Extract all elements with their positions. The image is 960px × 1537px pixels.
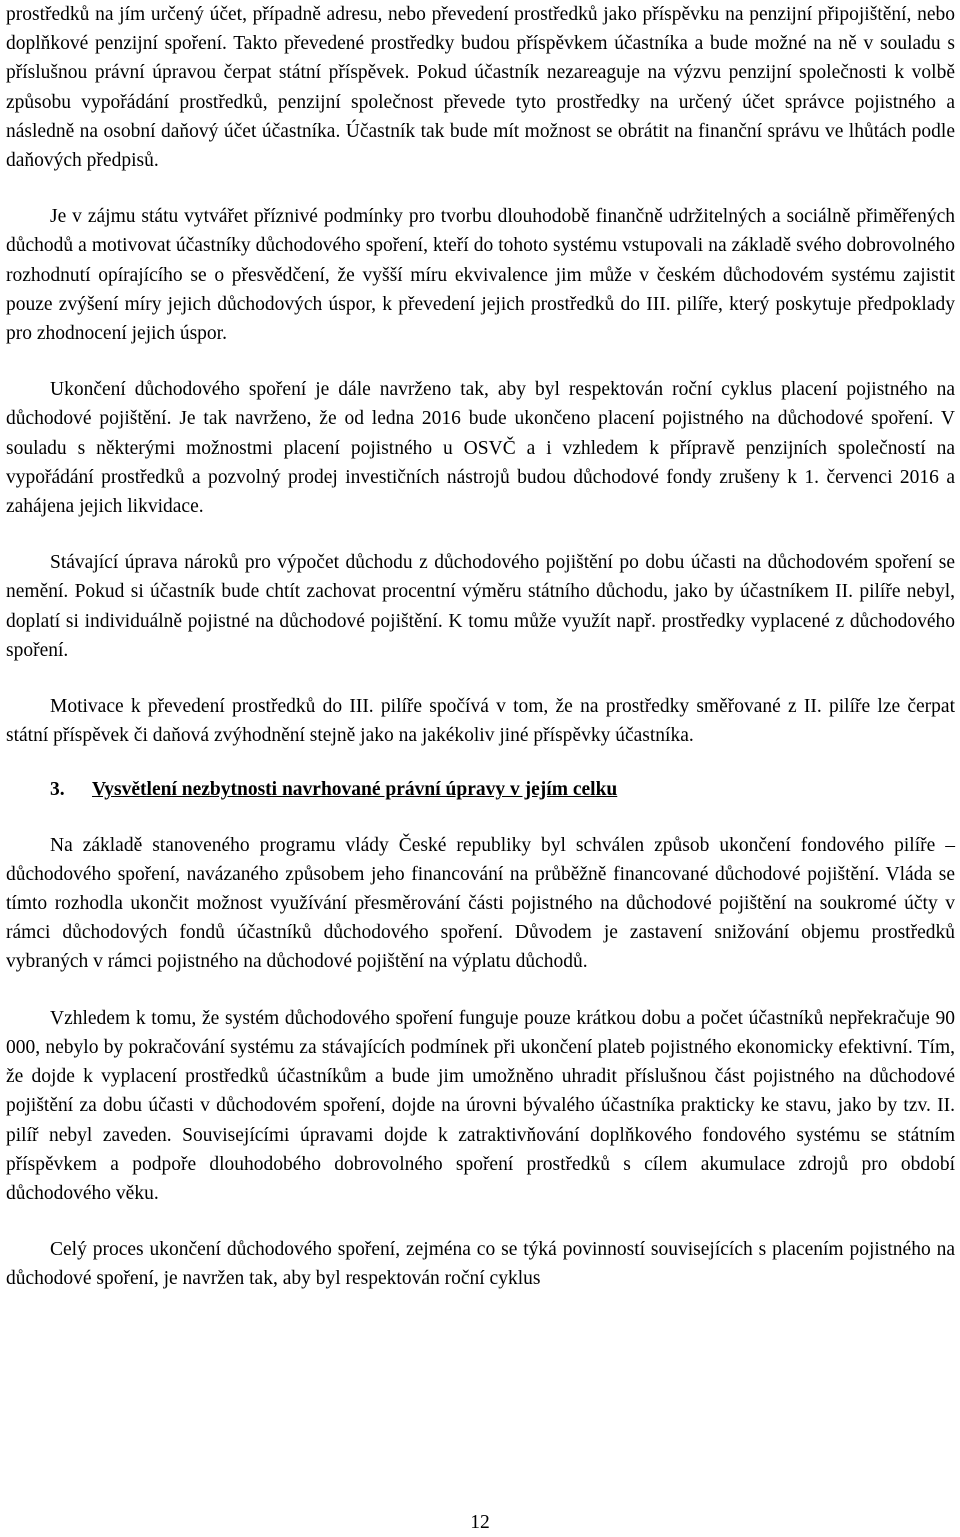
paragraph-intro: prostředků na jím určený účet, případně adresu, nebo převedení prostředků jako příspěvku na penzijní připojištění, nebo doplňkové penzijní spoření. Takto převedené prostředky budou příspěvkem účastníka a bude možné na ně v souladu s příslušnou právní úpravou čerpat státní příspěvek. Pokud účastník nezareaguje na výzvu penzijní společnosti k volbě způsobu vypořádání prostředků, penzijní společnost převede tyto prostředky na určený účet správce pojistného a následně na osobní daňový účet účastníka. Účastník tak bude mít možnost se obrátit na finanční správu ve lhůtách podle daňových předpisů. (6, 4, 955, 172)
paragraph-motivation: Motivace k převedení prostředků do III. pilíře spočívá v tom, že na prostředky směřované z II. pilíře lze čerpat státní příspěvek či daňová zvýhodnění stejně jako na jakékoliv jiné příspěvky účastníka. (6, 696, 955, 747)
paragraph-termination: Ukončení důchodového spoření je dále navrženo tak, aby byl respektován roční cyklus placení pojistného na důchodové pojištění. Je tak navrženo, že od ledna 2016 bude ukončeno placení pojistného na důchodové spoření. V souladu s některými možnostmi placení pojistného u OSVČ a i vzhledem k přípravě penzijních společností na vypořádání prostředků a pozvolný prodej investičních nástrojů budou důchodové fondy zrušeny k 1. červenci 2016 a zahájena jejich likvidace. (6, 379, 955, 518)
paragraph-government-program: Na základě stanoveného programu vlády České republiky byl schválen způsob ukončení fondového pilíře – důchodového spoření, navázaného způsobem jeho financování na průběžně financované důchodové pojištění. Vláda se tímto rozhodla ukončit možnost využívání přesměrování části pojistného na důchodové pojištění na soukromé účty v rámci důchodových fondů účastníků důchodového spoření. Důvodem je zastavení snižování objemu prostředků vybraných v rámci pojistného na důchodové pojištění na výplatu důchodů. (6, 834, 955, 973)
section-number: 3. (50, 779, 65, 801)
section-heading (6, 775, 955, 804)
section-title: Vysvětlení nezbytnosti navrhované právní úpravy v jejím celku (92, 779, 618, 801)
paragraph-short-duration: Vzhledem k tomu, že systém důchodového spoření funguje pouze krátkou dobu a počet účastníků nepřekračuje 90 000, nebylo by pokračování systému za stávajících podmínek při ukončení plateb pojistného ekonomicky efektivní. Tím, že dojde k vyplacení prostředků účastníkům a bude jim umožněno uhradit příslušnou část pojistného na důchodové pojištění za dobu účasti v důchodovém spoření, dojde na úrovni bývalého účastníka prakticky ke stavu, jako by tzv. II. pilíř nebyl zaveden. Souvisejícími úpravami dojde k zatraktivňování doplňkového fondového systému se státním příspěvkem a podpoře dlouhodobého dobrovolného spoření prostředků s cílem akumulace zdrojů pro období důchodového věku. (6, 1007, 955, 1204)
document-page (6, 0, 955, 1294)
paragraph-current-rules: Stávající úprava nároků pro výpočet důchodu z důchodového pojištění po dobu účasti na důchodovém spoření se nemění. Pokud si účastník bude chtít zachovat procentní výměru státního důchodu, jako by účastníkem II. pilíře nebyl, doplatí si individuálně pojistné na důchodové pojištění. K tomu může využít např. prostředky vyplacené z důchodového spoření. (6, 552, 955, 661)
paragraph-whole-process: Celý proces ukončení důchodového spoření, zejména co se týká povinností souvisejících s placením pojistného na důchodové spoření, je navržen tak, aby byl respektován roční cyklus (6, 1239, 955, 1290)
paragraph-state-interest: Je v zájmu státu vytvářet příznivé podmínky pro tvorbu dlouhodobě finančně udržitelných a sociálně přiměřených důchodů a motivovat účastníky důchodového spoření, kteří do tohoto systému vstupovali na základě svého dobrovolného rozhodnutí opírajícího se o přesvědčení, že vyšší míru ekvivalence jim může v českém důchodovém systému zajistit pouze zvýšení míry jejich důchodových úspor, k převedení jejich prostředků do III. pilíře, který poskytuje předpoklady pro zhodnocení jejich úspor. (6, 206, 955, 345)
page-number: 12 (470, 1512, 490, 1533)
